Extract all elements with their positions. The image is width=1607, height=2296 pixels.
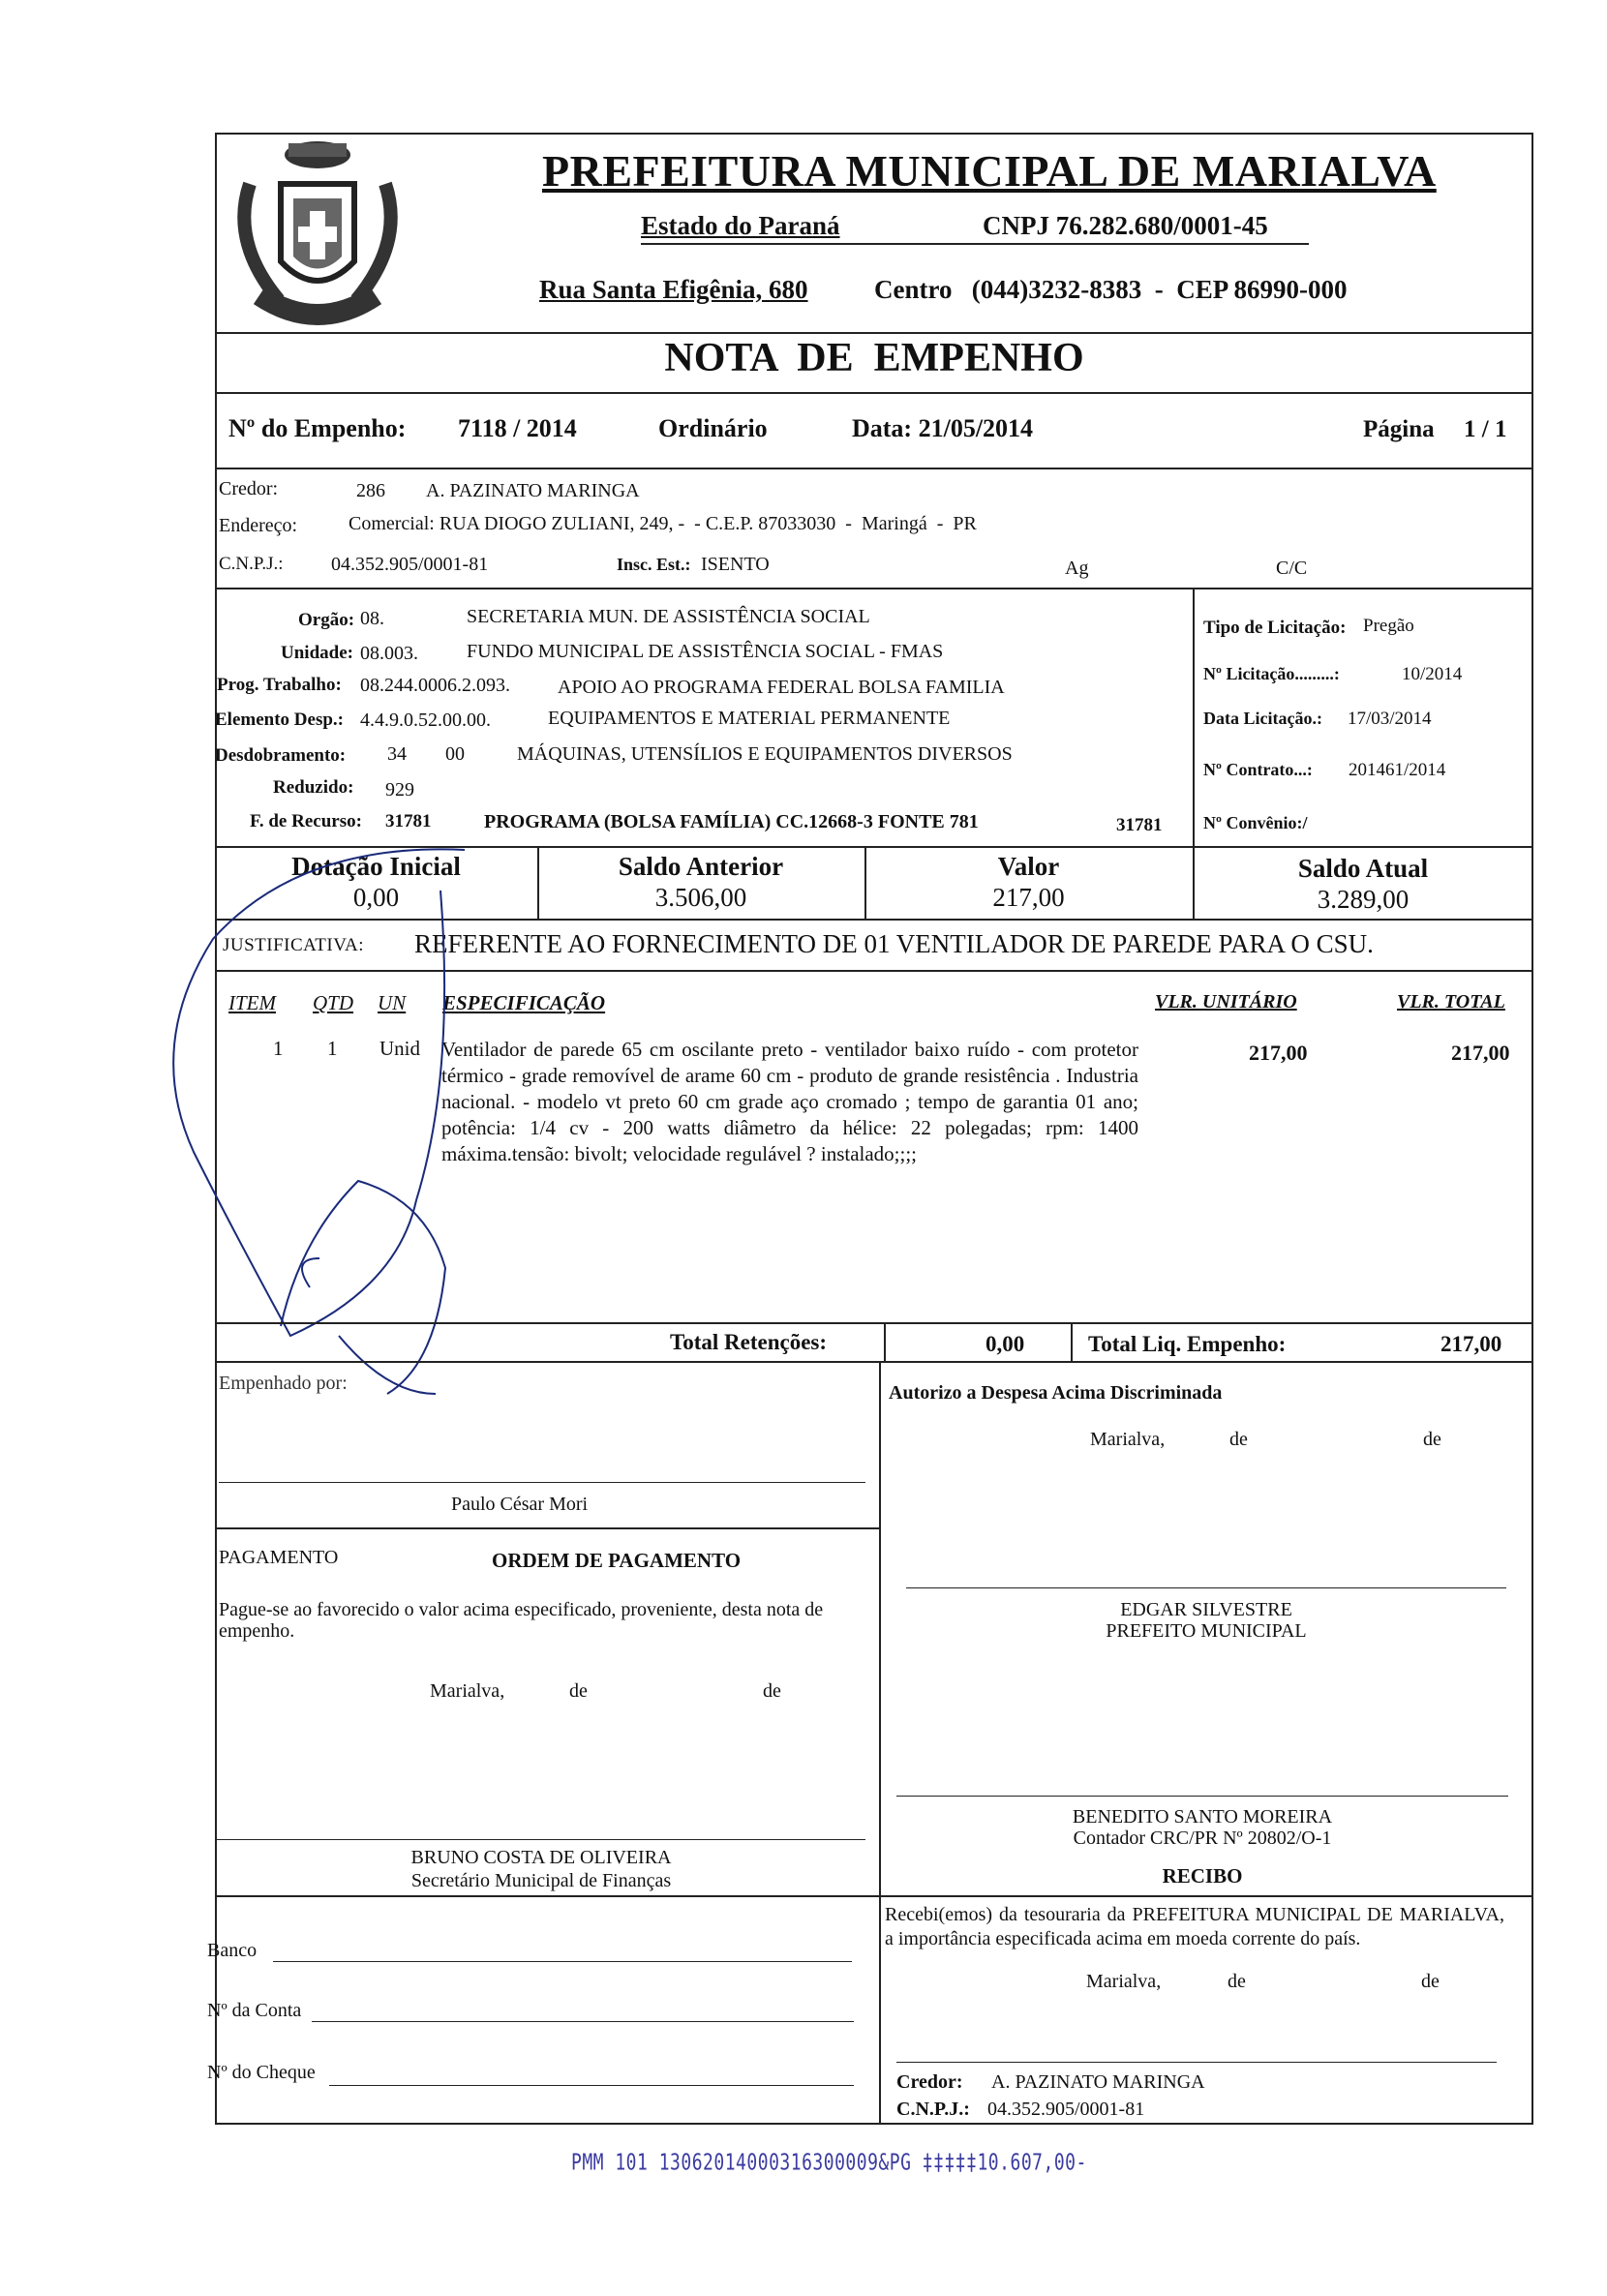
place-2: Marialva, <box>430 1680 505 1702</box>
divider <box>1193 588 1195 847</box>
place-3: Marialva, <box>1086 1971 1162 1992</box>
de-3a: de <box>1228 1971 1246 1992</box>
recibo-text: Recebi(emos) da tesouraria da PREFEITURA MUNICIPAL DE MARIALVA, a importância especificada acima em moeda corrente do país. <box>885 1904 1504 1949</box>
empenho-type: Ordinário <box>658 414 768 442</box>
divider <box>215 1527 879 1529</box>
lic-num: 10/2014 <box>1402 664 1463 684</box>
doc-title: NOTA DE EMPENHO <box>664 336 1084 380</box>
orgao: SECRETARIA MUN. DE ASSISTÊNCIA SOCIAL <box>467 606 870 627</box>
empenho-num: 7118 / 2014 <box>458 414 577 442</box>
liq-label: Total Liq. Empenho: <box>1088 1332 1287 1356</box>
desd-label: Desdobramento: <box>215 745 347 766</box>
lic-num-label: Nº Licitação.........: <box>1203 664 1340 683</box>
de-2a: de <box>569 1680 588 1702</box>
recibo-title: RECIBO <box>1162 1864 1243 1888</box>
recibo-cnpj: 04.352.905/0001-81 <box>987 2099 1145 2120</box>
cheque-line <box>329 2085 854 2086</box>
dotacao-label: Dotação Inicial <box>291 852 461 881</box>
signature-line <box>896 1796 1508 1797</box>
ag-label: Ag <box>1065 558 1089 579</box>
justificativa-label: JUSTIFICATIVA: <box>223 935 365 955</box>
divider <box>215 468 1533 469</box>
unidade-label: Unidade: <box>281 643 353 663</box>
banco-label: Banco <box>207 1940 258 1961</box>
page-number: 1 / 1 <box>1464 416 1507 442</box>
desd: MÁQUINAS, UTENSÍLIOS E EQUIPAMENTOS DIVERSOS <box>517 743 1013 765</box>
tipo-value: Pregão <box>1363 616 1414 636</box>
insc-label: Insc. Est.: <box>617 555 691 574</box>
footer-code: PMM 101 13062014000316300009&PG ‡‡‡‡‡10.607,00- <box>571 2149 1087 2177</box>
signature-line <box>896 2062 1497 2063</box>
pague-text: Pague-se ao favorecido o valor acima especificado, proveniente, desta nota de empenho. <box>219 1599 824 1642</box>
unidade: FUNDO MUNICIPAL DE ASSISTÊNCIA SOCIAL - FMAS <box>467 641 944 662</box>
prog-label: Prog. Trabalho: <box>217 675 342 695</box>
place-1: Marialva, <box>1090 1429 1166 1450</box>
liq-value: 217,00 <box>1440 1332 1502 1356</box>
retencoes-label: Total Retenções: <box>670 1330 828 1354</box>
conta-label: Nº da Conta <box>207 2000 302 2021</box>
row-item: 1 <box>273 1037 284 1060</box>
divider <box>879 1361 881 2125</box>
header-address: Centro (044)3232-8383 - CEP 86990-000 <box>874 275 1348 304</box>
rec-code: 31781 <box>385 811 432 831</box>
de-3b: de <box>1421 1971 1440 1992</box>
valor-label: Valor <box>997 852 1060 881</box>
row-spec: Ventilador de parede 65 cm oscilante preto - ventilador baixo ruído - com protetor térmico - grade removível de arame 60 cm - produto de grande resistência . Industria nacional. - modelo vt preto 60 cm grade aço cromado ; tempo de garantia 01 ano; potência: 1/4 cv - 200 watts diâmetro da hélice: 22 polegadas; rpm: 1400 máxima.tensão: bivolt; velocidade regulável ? instalado;;;; <box>441 1038 1138 1165</box>
row-qtd: 1 <box>327 1037 338 1060</box>
saldo-atual-label: Saldo Atual <box>1297 854 1429 883</box>
rec: PROGRAMA (BOLSA FAMÍLIA) CC.12668-3 FONTE 781 <box>484 811 979 832</box>
lic-data: 17/03/2014 <box>1348 709 1432 729</box>
col-item: ITEM <box>228 991 276 1014</box>
credor-name: A. PAZINATO MARINGA <box>426 480 640 501</box>
divider <box>215 1361 1533 1363</box>
row-unit: 217,00 <box>1249 1041 1308 1065</box>
divider <box>215 1895 879 1897</box>
divider <box>1071 1322 1073 1361</box>
desd-b: 00 <box>445 743 465 765</box>
header-street: Rua Santa Efigênia, 680 <box>539 275 808 304</box>
prefeito-role: PREFEITO MUNICIPAL <box>1106 1620 1307 1642</box>
credor-cnpj: 04.352.905/0001-81 <box>331 554 489 575</box>
divider <box>215 588 1533 589</box>
cnpj-label: C.N.P.J.: <box>219 554 284 574</box>
cheque-label: Nº do Cheque <box>207 2062 316 2083</box>
signature-line <box>219 1482 865 1483</box>
contrato-label: Nº Contrato...: <box>1203 760 1313 779</box>
tipo-label: Tipo de Licitação: <box>1203 618 1347 638</box>
desd-a: 34 <box>387 743 407 765</box>
header-title: PREFEITURA MUNICIPAL DE MARIALVA <box>542 146 1437 196</box>
secretario-name: BRUNO COSTA DE OLIVEIRA <box>410 1847 672 1868</box>
banco-line <box>273 1961 852 1962</box>
secretario-role: Secretário Municipal de Finanças <box>410 1870 672 1891</box>
recibo-cnpj-label: C.N.P.J.: <box>896 2099 970 2120</box>
contador-role: Contador CRC/PR Nº 20802/O-1 <box>1073 1828 1332 1849</box>
orgao-code: 08. <box>360 608 384 629</box>
saldo-atual-value: 3.289,00 <box>1317 885 1410 914</box>
ordem-label: ORDEM DE PAGAMENTO <box>492 1549 742 1572</box>
saldo-anterior-value: 3.506,00 <box>654 883 747 912</box>
signature-line <box>217 1839 865 1840</box>
prog-code: 08.244.0006.2.093. <box>360 675 510 696</box>
endereco-label: Endereço: <box>219 515 298 536</box>
pen-scribble <box>155 832 561 1413</box>
header-state: Estado do Paraná <box>641 211 840 240</box>
recibo-credor: A. PAZINATO MARINGA <box>991 2071 1205 2093</box>
cc-label: C/C <box>1276 558 1308 579</box>
row-total: 217,00 <box>1451 1041 1510 1065</box>
recibo-credor-label: Credor: <box>896 2071 963 2093</box>
signature-line <box>906 1587 1506 1588</box>
credor-code: 286 <box>356 480 385 501</box>
empenho-date: Data: 21/05/2014 <box>852 414 1034 442</box>
elem: EQUIPAMENTOS E MATERIAL PERMANENTE <box>548 708 951 729</box>
col-qtd: QTD <box>313 991 354 1014</box>
col-spec: ESPECIFICAÇÃO <box>442 991 606 1014</box>
elem-code: 4.4.9.0.52.00.00. <box>360 710 491 731</box>
red: 929 <box>385 779 414 801</box>
justificativa-text: REFERENTE AO FORNECIMENTO DE 01 VENTILADOR DE PAREDE PARA O CSU. <box>414 929 1374 958</box>
divider <box>215 1322 1533 1324</box>
header-cnpj: CNPJ 76.282.680/0001-45 <box>983 211 1268 240</box>
valor-value: 217,00 <box>992 883 1065 912</box>
divider <box>215 332 1533 334</box>
divider <box>884 1322 886 1361</box>
rec-label: F. de Recurso: <box>250 811 362 831</box>
conta-line <box>312 2021 854 2022</box>
col-total: VLR. TOTAL <box>1397 991 1505 1012</box>
prefeito-name: EDGAR SILVESTRE <box>1120 1599 1292 1620</box>
credor-label: Credor: <box>219 478 279 499</box>
de-2b: de <box>763 1680 781 1702</box>
saldo-anterior-label: Saldo Anterior <box>618 852 784 881</box>
col-un: UN <box>378 991 407 1014</box>
rec-code2: 31781 <box>1116 815 1163 835</box>
unidade-code: 08.003. <box>360 643 418 664</box>
retencoes-value: 0,00 <box>985 1332 1025 1356</box>
dotacao-value: 0,00 <box>352 883 400 912</box>
crest-icon <box>221 126 414 339</box>
empenho-num-label: Nº do Empenho: <box>228 414 407 442</box>
pagamento-label: PAGAMENTO <box>219 1547 339 1568</box>
empenhado-name: Paulo César Mori <box>451 1494 589 1515</box>
header-line <box>641 243 1309 245</box>
insc-value: ISENTO <box>701 554 770 575</box>
page-label: Página <box>1363 416 1435 442</box>
autorizo: Autorizo a Despesa Acima Discriminada <box>889 1382 1223 1404</box>
contador-name: BENEDITO SANTO MOREIRA <box>1072 1806 1333 1828</box>
endereco: Comercial: RUA DIOGO ZULIANI, 249, - - C.E.P. 87033030 - Maringá - PR <box>349 513 977 534</box>
contrato: 201461/2014 <box>1349 760 1446 780</box>
orgao-label: Orgão: <box>298 610 355 630</box>
de-1b: de <box>1423 1429 1441 1450</box>
col-unit: VLR. UNITÁRIO <box>1155 991 1297 1012</box>
divider <box>215 392 1533 394</box>
row-un: Unid <box>379 1037 420 1060</box>
empenhado-label: Empenhado por: <box>219 1373 348 1394</box>
red-label: Reduzido: <box>273 777 354 798</box>
divider <box>879 1895 1533 1897</box>
elem-label: Elemento Desp.: <box>215 710 344 730</box>
de-1a: de <box>1229 1429 1248 1450</box>
lic-data-label: Data Licitação.: <box>1203 709 1322 728</box>
convenio-label: Nº Convênio:/ <box>1203 813 1308 832</box>
prog: APOIO AO PROGRAMA FEDERAL BOLSA FAMILIA <box>558 677 1005 698</box>
